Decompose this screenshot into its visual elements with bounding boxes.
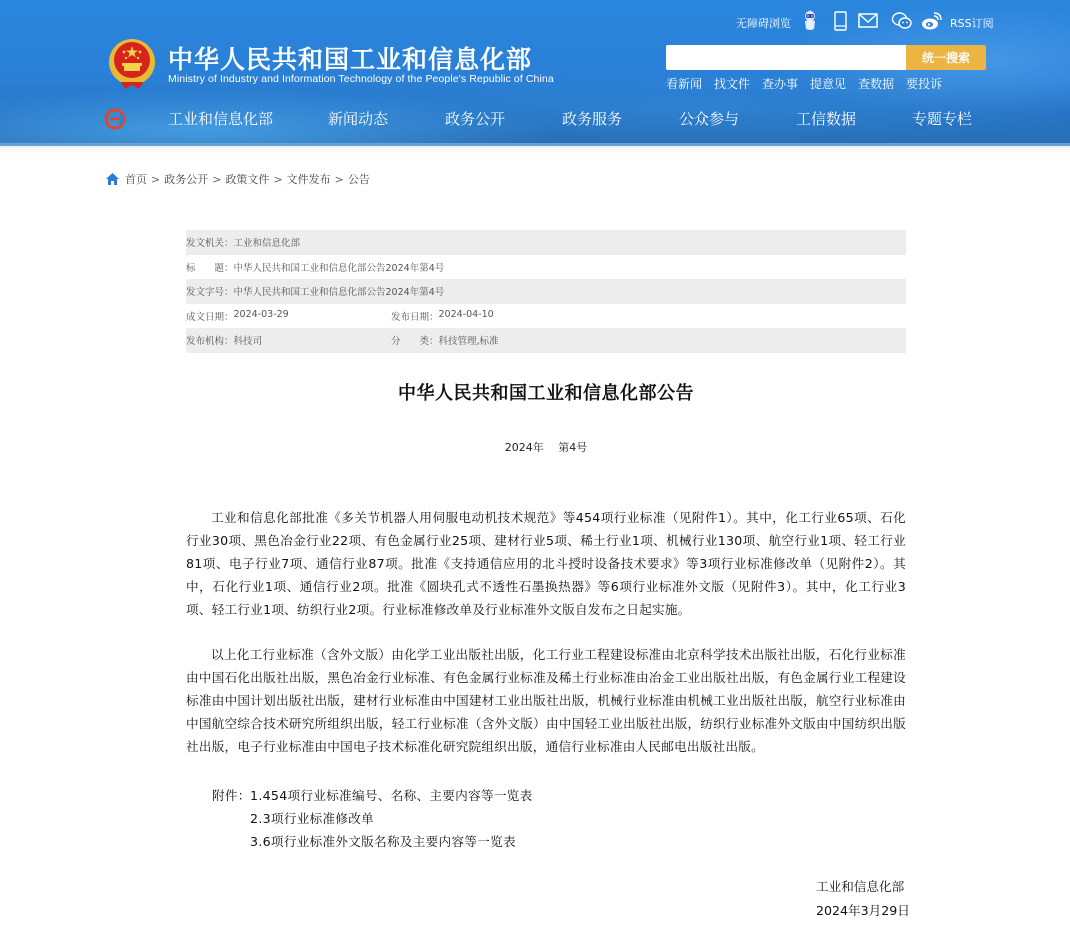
rss-subscribe-link[interactable]: RSS订阅: [950, 17, 994, 30]
meta-written-date-value: 2024-03-29: [233, 308, 289, 320]
breadcrumb-announcement[interactable]: 公告: [347, 173, 370, 186]
header-shadow: [0, 146, 1070, 154]
search-input[interactable]: [666, 45, 906, 70]
article-paragraph: 以上化工行业标准（含外文版）由化学工业出版社出版，化工行业工程建设标准由北京科学技术出版社出版，石化行业标准由中国石化出版社出版，黑色冶金行业标准、有色金属行业标准及稀土行业标准由冶金工业出版社出版，有色金属行业工程建设标准由中国计划出版社出版，建材行业标准由中国建材工业出版社出版，机械行业标准由机械工业出版社出版，航空行业标准由中国航空综合技术研究所组织出版，轻工行业标准（含外文版）由中国轻工业出版社出版，纺织行业标准外文版由中国纺织出版社出版，电子行业标准由中国电子技术标准化研究院组织出版，通信行业标准由人民邮电出版社出版。: [186, 647, 906, 754]
attachment-link-1[interactable]: 1.454项行业标准编号、名称、主要内容等一览表: [250, 788, 533, 803]
nav-item-ministry[interactable]: 工业和信息化部: [168, 110, 274, 128]
breadcrumb-separator: >: [212, 172, 222, 186]
meta-label: 发布机构：: [186, 336, 234, 348]
meta-row-dates: [186, 304, 906, 329]
quicklink-news[interactable]: 看新闻: [666, 77, 703, 91]
attachment-link-2[interactable]: 2.3项行业标准修改单: [250, 811, 375, 826]
meta-category-value: 科技管理,标准: [438, 336, 499, 348]
attachment-link-3[interactable]: 3.6项行业标准外文版名称及主要内容等一览表: [250, 834, 516, 849]
attachments-label: 附件：: [212, 788, 251, 803]
robot-assistant-icon[interactable]: [799, 10, 821, 32]
meta-publish-date-value: 2024-04-10: [438, 308, 494, 320]
meta-label: 标 题：: [186, 262, 234, 274]
meta-row-doc-number: [186, 279, 906, 304]
unified-search-button[interactable]: 统一搜索: [906, 45, 986, 70]
weibo-icon[interactable]: [921, 10, 943, 32]
meta-doc-number-value: 中华人民共和国工业和信息化部公告2024年第4号: [233, 287, 445, 299]
quicklink-data[interactable]: 查数据: [858, 77, 895, 91]
document-number: 2024年 第4号: [504, 441, 588, 454]
article-paragraph: 工业和信息化部批准《多关节机器人用伺服电动机技术规范》等454项行业标准（见附件1）。其中，化工行业65项、石化行业30项、黑色冶金行业22项、有色金属行业25项、建材行业5项、稀土行业1项、机械行业130项、航空行业1项、轻工行业81项、电子行业7项、通信行业87项。批准《支持通信应用的北斗授时设备技术要求》等3项行业标准修改单（见附件2）。其中，石化行业1项、通信行业2项。批准《圆块孔式不透性石墨换热器》等6项行业标准外文版（见附件3）。其中，化工行业3项、轻工行业1项、纺织行业2项。行业标准修改单及行业标准外文版自发布之日起实施。: [186, 510, 906, 617]
signature-date: 2024年3月29日: [816, 903, 910, 918]
mail-icon[interactable]: [857, 10, 879, 32]
site-title-english: Ministry of Industry and Information Technology of the People's Republic of China: [168, 73, 554, 85]
quicklink-complaint[interactable]: 要投诉: [906, 77, 943, 91]
breadcrumb-document-release[interactable]: 文件发布: [286, 173, 331, 186]
quicklink-services[interactable]: 查办事: [762, 77, 799, 91]
nav-item-special-topics[interactable]: 专题专栏: [912, 110, 973, 128]
meta-label: 发文机关：: [186, 238, 234, 250]
breadcrumb-separator: >: [273, 172, 283, 186]
meta-issuer-value: 工业和信息化部: [233, 238, 301, 250]
breadcrumb-home[interactable]: 首页: [125, 173, 147, 186]
nav-item-gov-services[interactable]: 政务服务: [562, 110, 623, 128]
nav-item-news[interactable]: 新闻动态: [328, 110, 389, 128]
breadcrumb-separator: >: [334, 172, 344, 186]
meta-row-publisher: [186, 328, 906, 353]
meta-label: 发布日期：: [391, 311, 439, 323]
main-nav: [0, 108, 1070, 130]
meta-publisher-value: 科技司: [233, 336, 263, 348]
site-header: [0, 0, 1070, 145]
site-title[interactable]: 中华人民共和国工业和信息化部: [168, 45, 533, 74]
breadcrumb: [106, 171, 370, 187]
document-title: 中华人民共和国工业和信息化部公告: [398, 383, 694, 404]
mobile-phone-icon[interactable]: [829, 10, 851, 32]
quicklink-feedback[interactable]: 提意见: [810, 77, 847, 91]
nav-item-gov-affairs-open[interactable]: 政务公开: [445, 110, 506, 128]
accessibility-link[interactable]: 无障碍浏览: [736, 17, 791, 30]
meta-label: 分 类：: [391, 336, 439, 348]
quick-links: [666, 75, 954, 92]
home-icon[interactable]: [106, 173, 119, 185]
breadcrumb-policy-documents[interactable]: 政策文件: [225, 173, 270, 186]
meta-title-value: 中华人民共和国工业和信息化部公告2024年第4号: [233, 262, 445, 274]
meta-row-title: [186, 255, 906, 280]
nav-item-public-participation[interactable]: 公众参与: [679, 110, 740, 128]
wechat-icon[interactable]: [891, 10, 913, 32]
meta-label: 发文字号：: [186, 287, 234, 299]
meta-row-issuer: [186, 230, 906, 255]
document-metadata-table: [186, 230, 906, 353]
breadcrumb-separator: >: [151, 172, 161, 186]
signature-organization: 工业和信息化部: [816, 879, 905, 894]
nav-item-miit-data[interactable]: 工信数据: [796, 110, 857, 128]
meta-label: 成文日期：: [186, 311, 234, 323]
quicklink-files[interactable]: 找文件: [714, 77, 751, 91]
national-emblem-icon[interactable]: [107, 38, 157, 90]
breadcrumb-gov-affairs-open[interactable]: 政务公开: [164, 173, 209, 186]
